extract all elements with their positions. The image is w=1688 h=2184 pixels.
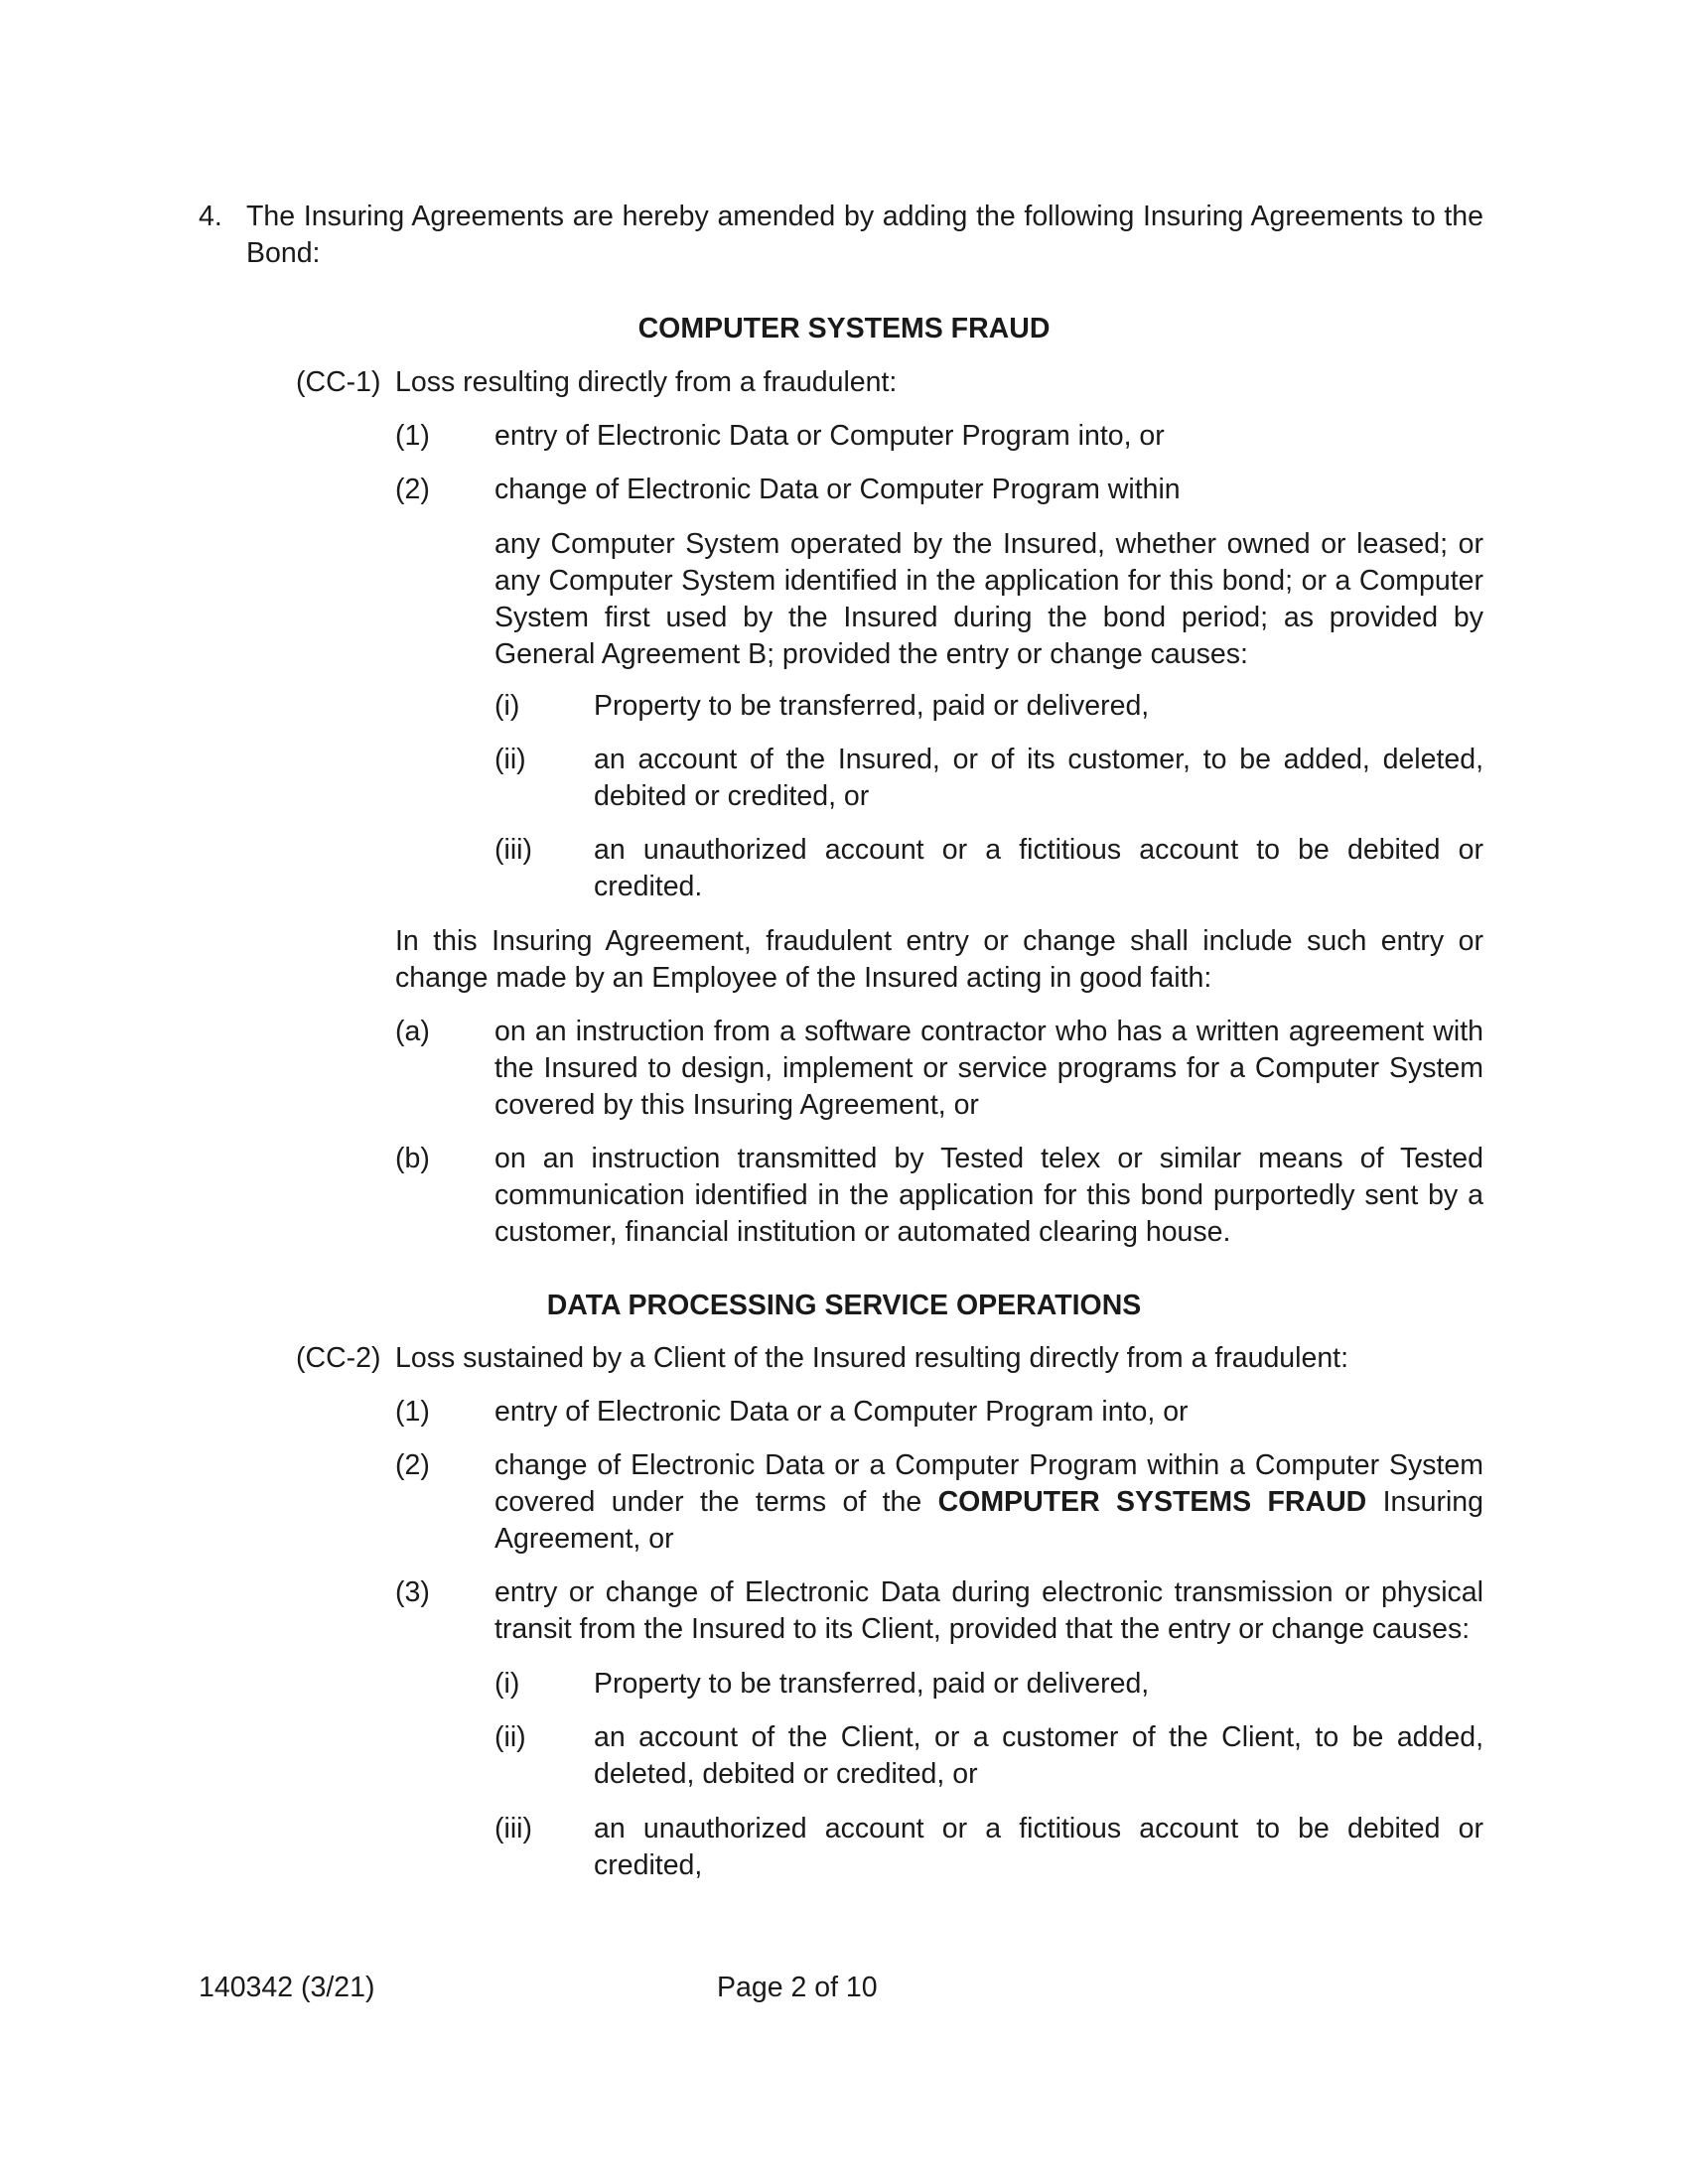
footer-form-number: 140342 (3/21) <box>199 1972 375 2003</box>
cc2-subitem-number: (ii) <box>494 1721 526 1753</box>
cc1-subitem-text: Property to be transferred, paid or delivered, <box>594 690 1150 722</box>
cc1-subitem-number: (iii) <box>494 834 532 866</box>
cc2-item-number: (3) <box>395 1576 430 1608</box>
cc1-lettered-number: (b) <box>395 1143 430 1174</box>
cc2-item-number: (2) <box>395 1449 430 1481</box>
cc1-intro: Loss resulting directly from a fraudulent: <box>395 366 898 398</box>
cc2-item-number: (1) <box>395 1396 430 1428</box>
cc1-subitem-text: an unauthorized account or a fictitious account to be debited or credited. <box>594 834 1483 902</box>
cc2-item-text: entry of Electronic Data or a Computer Program into, or <box>494 1396 1189 1428</box>
cc1-subitem-text: an account of the Insured, or of its customer, to be added, deleted, debited or credited, or <box>594 744 1483 812</box>
footer-page-number: Page 2 of 10 <box>717 1972 878 2003</box>
cc2-subitem-number: (iii) <box>494 1813 532 1844</box>
cc2-item-text: entry or change of Electronic Data during electronic transmission or physical transit from the Insured to its Client, provided that the entry or change causes: <box>494 1576 1483 1645</box>
cc2-item-text <box>494 1447 1483 1558</box>
cc2-item-text-bold: COMPUTER SYSTEMS FRAUD <box>937 1486 1367 1518</box>
cc1-lettered-text: on an instruction transmitted by Tested telex or similar means of Tested communication identified in the application for this bond purportedly sent by a customer, financial institution or automated clearing house. <box>494 1143 1483 1248</box>
cc2-item-text-part: Insuring Agreement, or <box>494 1486 1483 1555</box>
clause-label-cc2: (CC-2) <box>296 1342 381 1374</box>
cc1-subitem-number: (ii) <box>494 744 526 775</box>
cc2-intro: Loss sustained by a Client of the Insured resulting directly from a fraudulent: <box>395 1342 1349 1374</box>
cc1-subitem-number: (i) <box>494 690 520 722</box>
cc1-good-faith-paragraph: In this Insuring Agreement, fraudulent entry or change shall include such entry or change made by an Employee of the Insured acting in good faith: <box>395 925 1483 994</box>
cc1-item-text: change of Electronic Data or Computer Program within <box>494 474 1181 505</box>
cc1-item-number: (2) <box>395 474 430 505</box>
cc2-subitem-number: (i) <box>494 1668 520 1700</box>
cc1-continuation: any Computer System operated by the Insured, whether owned or leased; or any Computer System identified in the application for this bond; or a Computer System first used by the Insured during the bond period; as provided by General Agreement B; provided the entry or change causes: <box>494 528 1483 670</box>
section-heading-data-processing-service-operations: DATA PROCESSING SERVICE OPERATIONS <box>546 1290 1142 1321</box>
cc1-item-text: entry of Electronic Data or Computer Program into, or <box>494 420 1165 452</box>
cc1-item-number: (1) <box>395 420 430 452</box>
clause-label-cc1: (CC-1) <box>296 366 381 398</box>
cc2-subitem-text: Property to be transferred, paid or delivered, <box>594 1668 1150 1700</box>
cc1-lettered-text: on an instruction from a software contractor who has a written agreement with the Insured to design, implement or service programs for a Computer System covered by this Insuring Agreement, or <box>494 1016 1483 1121</box>
cc1-lettered-number: (a) <box>395 1016 430 1047</box>
cc2-item-text-part: change of Electronic Data or a Computer Program within a Computer System covered under the terms of the <box>494 1449 1483 1518</box>
section-heading-computer-systems-fraud: COMPUTER SYSTEMS FRAUD <box>637 313 1051 344</box>
item-number: 4. <box>199 201 222 232</box>
cc2-subitem-text: an account of the Client, or a customer of the Client, to be added, deleted, debited or credited, or <box>594 1721 1483 1790</box>
item-4-text: The Insuring Agreements are hereby amended by adding the following Insuring Agreements to the Bond: <box>246 201 1483 269</box>
cc2-subitem-text: an unauthorized account or a fictitious account to be debited or credited, <box>594 1813 1483 1881</box>
